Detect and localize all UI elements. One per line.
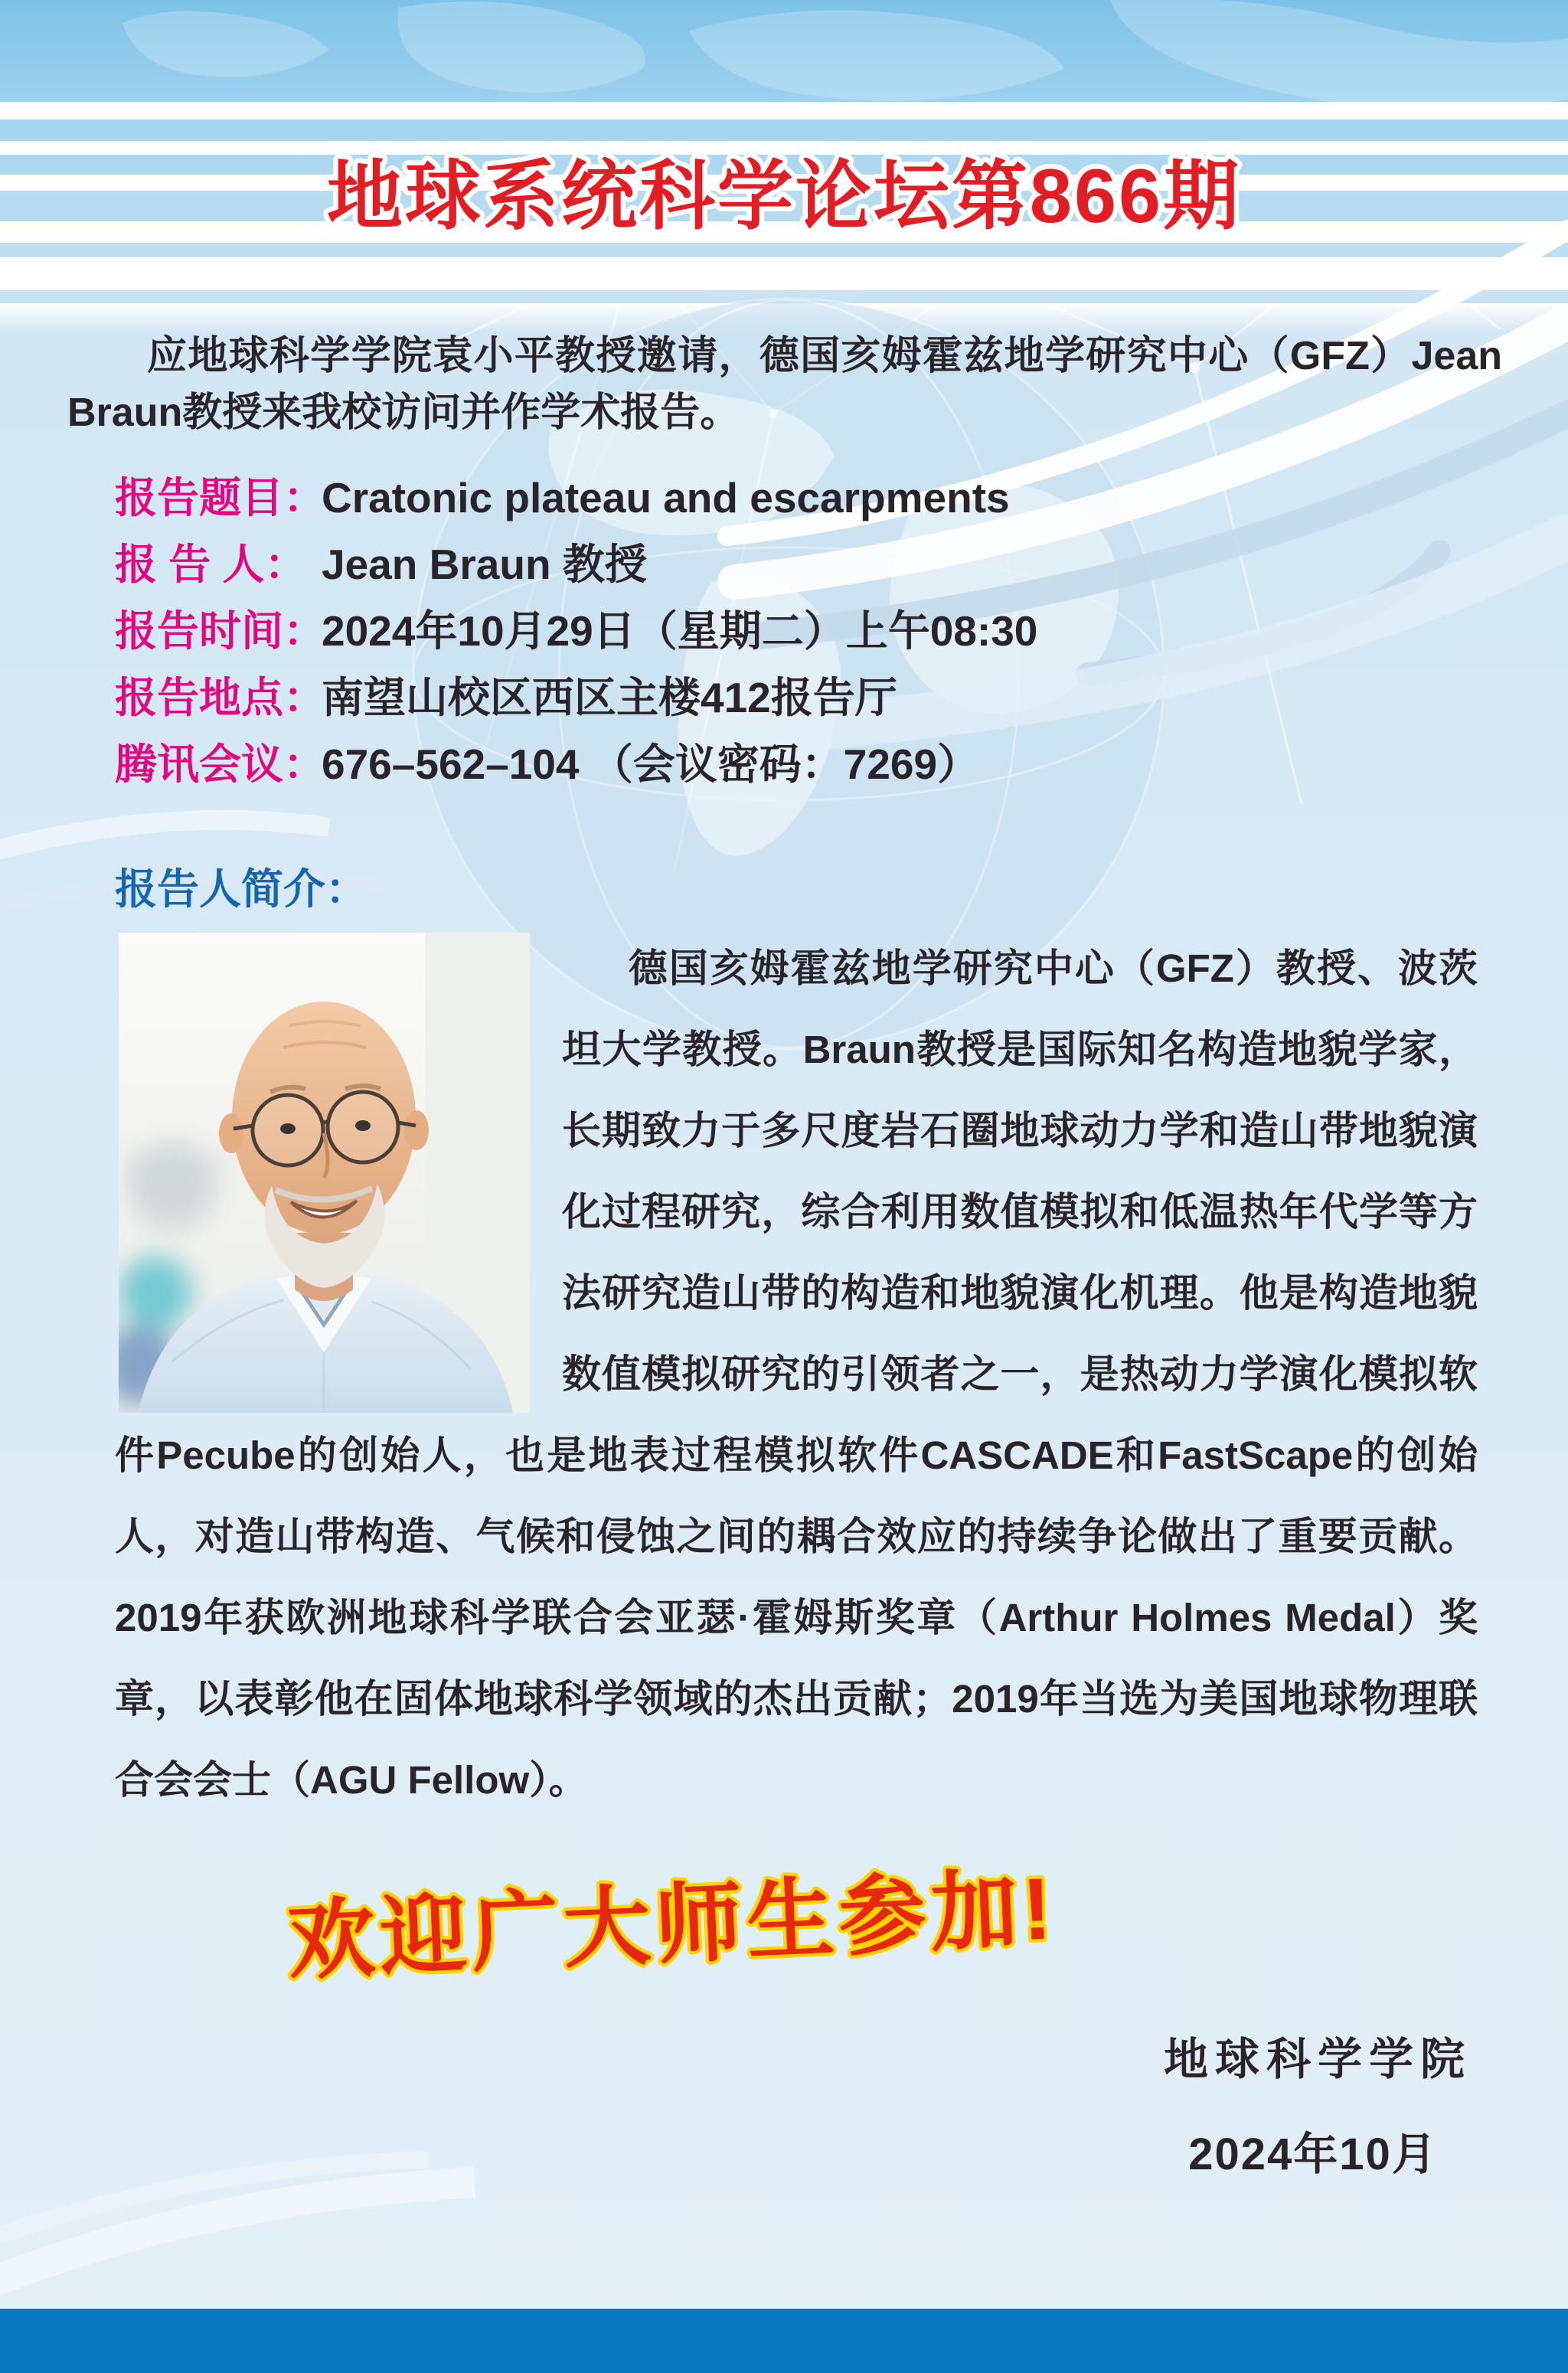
detail-value-meeting: 676–562–104 （会议密码：7269） (322, 740, 980, 788)
detail-label-meeting: 腾讯会议： (115, 740, 326, 788)
welcome-banner (0, 1834, 1568, 2014)
intro-paragraph: 应地球科学学院袁小平教授邀请，德国亥姆霍兹地学研究中心（GFZ）Jean Braun教授来我校访问并作学术报告。 (67, 334, 1502, 435)
forum-title-banner (0, 132, 1568, 254)
detail-row-meeting (0, 737, 1568, 796)
welcome-text: 欢迎广大师生参加! (286, 1860, 1058, 1991)
bottom-swoosh (0, 2159, 475, 2297)
bio-paragraph (115, 928, 1478, 1821)
bio-text: 德国亥姆霍兹地学研究中心（GFZ）教授、波茨坦大学教授。Braun教授是国际知名构造地貌学家，长期致力于多尺度岩石圈地球动力学和造山带地貌演化过程研究，综合利用数值模拟和低温热年代学等方法研究造山带的构造和地貌演化机理。他是构造地貌数值模拟研究的引领者之一，是热动力学演化模拟软件Pecube的创始人，也是地表过程模拟软件CASCADE和FastScape的创始人，对造山带构造、气候和侵蚀之间的耦合效应的持续争论做出了重要贡献。2019年获欧洲地球科学联合会亚瑟·霍姆斯奖章（Arthur Holmes Medal）奖章，以表彰他在固体地球科学领域的杰出贡献；2019年当选为美国地球物理联合会会士（AGU Fellow）。 (115, 946, 1478, 1802)
photo-spacer (115, 928, 562, 1415)
detail-label-time: 报告时间： (115, 607, 326, 655)
detail-value-speaker: Jean Braun 教授 (322, 541, 647, 588)
detail-label-speaker: 报 告 人： (115, 541, 307, 588)
detail-value-topic: Cratonic plateau and escarpments (322, 474, 1010, 521)
detail-value-location: 南望山校区西区主楼412报告厅 (322, 674, 897, 721)
detail-label-topic: 报告题目： (115, 474, 326, 521)
footer-bar (0, 2309, 1568, 2373)
detail-row-time (0, 604, 1568, 662)
signature-block (1164, 2023, 1472, 2182)
detail-value-time: 2024年10月29日（星期二）上午08:30 (322, 607, 1038, 655)
detail-row-speaker (0, 538, 1568, 596)
signature-date: 2024年10月 (1188, 2129, 1438, 2179)
forum-title: 地球系统科学论坛第866期 (326, 153, 1242, 238)
signature-org: 地球科学学院 (1164, 2035, 1472, 2084)
detail-label-location: 报告地点： (115, 674, 326, 721)
detail-row-topic (0, 471, 1568, 529)
bio-heading: 报告人简介： (115, 865, 368, 913)
detail-row-location (0, 671, 1568, 729)
